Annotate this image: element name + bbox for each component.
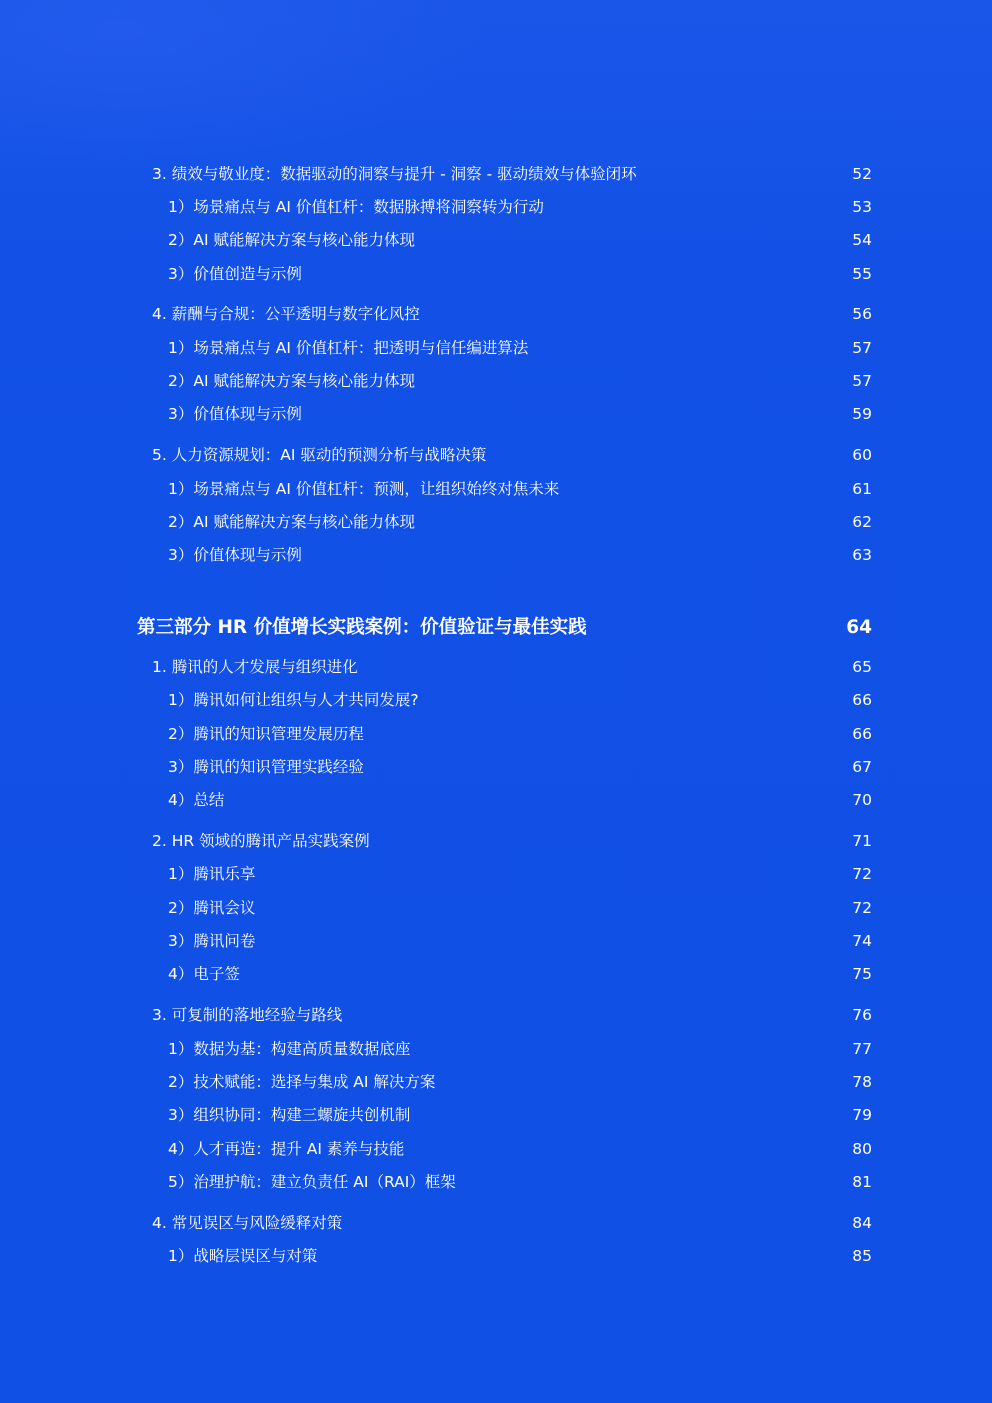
toc-entry-title: 4. 常见误区与风险缓释对策 (152, 1214, 343, 1232)
toc-page-number: 64 (846, 617, 872, 638)
toc-entry-title: 2）AI 赋能解决方案与核心能力体现 (168, 231, 415, 249)
toc-entry-title: 2）技术赋能：选择与集成 AI 解决方案 (168, 1073, 436, 1091)
toc-part-heading[interactable] (137, 614, 872, 642)
toc-section-entry[interactable] (152, 1003, 872, 1027)
toc-page-number: 55 (852, 265, 872, 283)
toc-page-number: 59 (852, 405, 872, 423)
toc-entry-title: 3. 可复制的落地经验与路线 (152, 1006, 343, 1024)
toc-subsection-entry[interactable] (168, 1070, 872, 1094)
toc-page-number: 76 (852, 1006, 872, 1024)
toc-entry-title: 3）腾讯的知识管理实践经验 (168, 758, 364, 776)
toc-entry-title: 1）战略层误区与对策 (168, 1247, 318, 1265)
toc-page-number: 56 (852, 305, 872, 323)
toc-page-number: 85 (852, 1247, 872, 1265)
toc-entry-title: 2. HR 领域的腾讯产品实践案例 (152, 832, 370, 850)
toc-page-number: 70 (852, 791, 872, 809)
toc-subsection-entry[interactable] (168, 896, 872, 920)
toc-page-number: 84 (852, 1214, 872, 1232)
toc-page-number: 57 (852, 372, 872, 390)
toc-entry-title: 5. 人力资源规划：AI 驱动的预测分析与战略决策 (152, 446, 487, 464)
toc-entry-title: 1）腾讯乐享 (168, 865, 256, 883)
toc-page-number: 65 (852, 658, 872, 676)
toc-entry-title: 5）治理护航：建立负责任 AI（RAI）框架 (168, 1173, 456, 1191)
toc-entry-title: 1）场景痛点与 AI 价值杠杆：数据脉搏将洞察转为行动 (168, 198, 544, 216)
toc-page-number: 66 (852, 725, 872, 743)
toc-subsection-entry[interactable] (168, 543, 872, 567)
toc-page-number: 80 (852, 1140, 872, 1158)
toc-entry-title: 2）腾讯会议 (168, 899, 256, 917)
toc-page-number: 63 (852, 546, 872, 564)
toc-entry-title: 2）腾讯的知识管理发展历程 (168, 725, 364, 743)
toc-page-number: 62 (852, 513, 872, 531)
toc-entry-title: 4. 薪酬与合规：公平透明与数字化风控 (152, 305, 420, 323)
toc-entry-title: 3）腾讯问卷 (168, 932, 256, 950)
toc-entry-title: 3）组织协同：构建三螺旋共创机制 (168, 1106, 411, 1124)
toc-section-entry[interactable] (152, 443, 872, 467)
toc-page-number: 53 (852, 198, 872, 216)
toc-entry-title: 3. 绩效与敬业度：数据驱动的洞察与提升 - 洞察 - 驱动绩效与体验闭环 (152, 165, 637, 183)
toc-entry-title: 2）AI 赋能解决方案与核心能力体现 (168, 372, 415, 390)
toc-page-number: 54 (852, 231, 872, 249)
toc-page-number: 66 (852, 691, 872, 709)
toc-entry-title: 1）腾讯如何让组织与人才共同发展? (168, 691, 419, 709)
toc-entry-title: 4）人才再造：提升 AI 素养与技能 (168, 1140, 405, 1158)
toc-page-number: 75 (852, 965, 872, 983)
toc-entry-title: 3）价值体现与示例 (168, 405, 302, 423)
toc-subsection-entry[interactable] (168, 1103, 872, 1127)
toc-entry-title: 2）AI 赋能解决方案与核心能力体现 (168, 513, 415, 531)
toc-entry-title: 1）场景痛点与 AI 价值杠杆：预测，让组织始终对焦未来 (168, 480, 560, 498)
toc-subsection-entry[interactable] (168, 1037, 872, 1061)
toc-subsection-entry[interactable] (168, 369, 872, 393)
toc-page-number: 67 (852, 758, 872, 776)
toc-page-number: 61 (852, 480, 872, 498)
toc-subsection-entry[interactable] (168, 195, 872, 219)
toc-subsection-entry[interactable] (168, 402, 872, 426)
toc-page-number: 52 (852, 165, 872, 183)
toc-page-number: 57 (852, 339, 872, 357)
toc-subsection-entry[interactable] (168, 510, 872, 534)
toc-page-number: 72 (852, 865, 872, 883)
toc-entry-title: 3）价值创造与示例 (168, 265, 302, 283)
toc-subsection-entry[interactable] (168, 962, 872, 986)
toc-entry-title: 4）总结 (168, 791, 225, 809)
toc-section-entry[interactable] (152, 829, 872, 853)
toc-subsection-entry[interactable] (168, 722, 872, 746)
toc-section-entry[interactable] (152, 1211, 872, 1235)
toc-page-number: 77 (852, 1040, 872, 1058)
toc-subsection-entry[interactable] (168, 262, 872, 286)
toc-subsection-entry[interactable] (168, 788, 872, 812)
toc-entry-title: 4）电子签 (168, 965, 240, 983)
toc-subsection-entry[interactable] (168, 862, 872, 886)
toc-entry-title: 3）价值体现与示例 (168, 546, 302, 564)
toc-section-entry[interactable] (152, 302, 872, 326)
toc-page-number: 79 (852, 1106, 872, 1124)
toc-subsection-entry[interactable] (168, 1170, 872, 1194)
toc-entry-title: 1）场景痛点与 AI 价值杠杆：把透明与信任编进算法 (168, 339, 529, 357)
toc-page-number: 74 (852, 932, 872, 950)
toc-subsection-entry[interactable] (168, 336, 872, 360)
toc-page-number: 71 (852, 832, 872, 850)
toc-subsection-entry[interactable] (168, 477, 872, 501)
toc-part-title: 第三部分 HR 价值增长实践案例：价值验证与最佳实践 (137, 617, 587, 638)
toc-subsection-entry[interactable] (168, 1137, 872, 1161)
toc-subsection-entry[interactable] (168, 688, 872, 712)
toc-page-number: 78 (852, 1073, 872, 1091)
toc-page-number: 81 (852, 1173, 872, 1191)
toc-entry-title: 1）数据为基：构建高质量数据底座 (168, 1040, 411, 1058)
toc-subsection-entry[interactable] (168, 929, 872, 953)
toc-page-number: 72 (852, 899, 872, 917)
toc-subsection-entry[interactable] (168, 755, 872, 779)
toc-page-number: 60 (852, 446, 872, 464)
toc-subsection-entry[interactable] (168, 1244, 872, 1268)
toc-subsection-entry[interactable] (168, 228, 872, 252)
toc-section-entry[interactable] (152, 162, 872, 186)
toc-section-entry[interactable] (152, 655, 872, 679)
toc-entry-title: 1. 腾讯的人才发展与组织进化 (152, 658, 358, 676)
